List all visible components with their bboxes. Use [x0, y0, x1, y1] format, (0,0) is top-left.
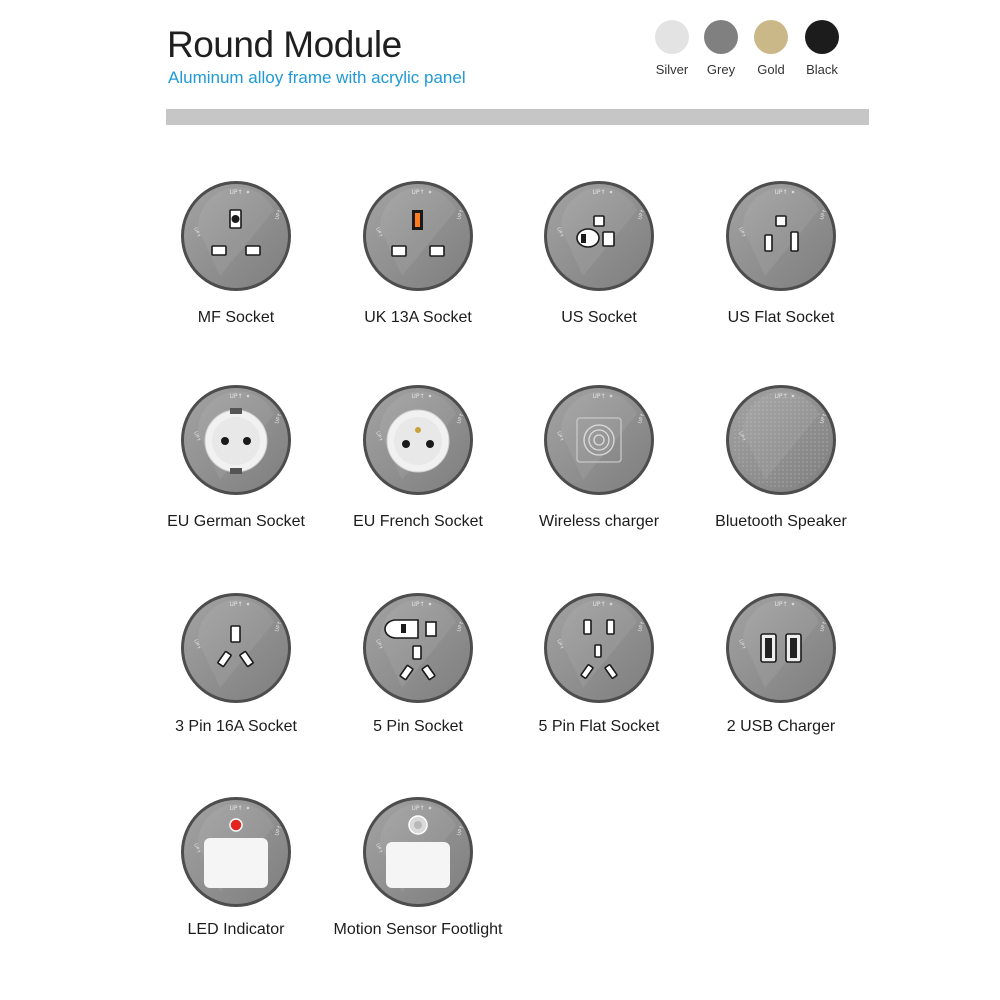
module-label: US Flat Socket — [727, 309, 835, 326]
module-label: 5 Pin Flat Socket — [538, 718, 660, 735]
finish-swatch-gold[interactable] — [754, 20, 788, 54]
finish-swatch-grey[interactable] — [704, 20, 738, 54]
svg-text:UP↑: UP↑ — [456, 620, 466, 633]
svg-text:UP↑: UP↑ — [637, 412, 647, 425]
svg-text:UP↑: UP↑ — [555, 638, 565, 651]
svg-text:UP↑: UP↑ — [274, 208, 284, 221]
svg-text:UP↑: UP↑ — [229, 393, 243, 400]
page-subtitle: Aluminum alloy frame with acrylic panel — [168, 68, 466, 87]
svg-text:UP↑: UP↑ — [637, 208, 647, 221]
svg-text:UP↑: UP↑ — [774, 601, 788, 608]
module-label: 2 USB Charger — [726, 718, 836, 735]
eu-german-socket-icon — [180, 384, 292, 496]
svg-text:UP↑: UP↑ — [592, 601, 606, 608]
svg-text:UP↑: UP↑ — [456, 824, 466, 837]
module-label: Motion Sensor Footlight — [333, 921, 503, 938]
module-label: UK 13A Socket — [364, 309, 472, 326]
three-pin-socket-icon — [180, 592, 292, 704]
module-label: 5 Pin Socket — [373, 718, 463, 735]
svg-text:UP↑: UP↑ — [774, 189, 788, 196]
finish-label-black: Black — [806, 62, 838, 77]
svg-text:UP↑: UP↑ — [411, 189, 425, 196]
module-label: EU German Socket — [167, 513, 305, 530]
svg-text:UP↑: UP↑ — [555, 226, 565, 239]
module-label: LED Indicator — [187, 921, 285, 938]
finish-swatch-silver[interactable] — [655, 20, 689, 54]
svg-text:UP↑: UP↑ — [192, 430, 202, 443]
led-indicator-icon — [180, 796, 292, 908]
bluetooth-speaker-icon — [725, 384, 837, 496]
svg-text:UP↑: UP↑ — [192, 226, 202, 239]
module-label: MF Socket — [197, 309, 275, 326]
eu-french-socket-icon — [362, 384, 474, 496]
module-label: Bluetooth Speaker — [715, 513, 847, 530]
uk-socket-icon — [362, 180, 474, 292]
five-pin-socket-icon — [362, 592, 474, 704]
svg-text:UP↑: UP↑ — [229, 189, 243, 196]
us-flat-socket-icon — [725, 180, 837, 292]
svg-text:UP↑: UP↑ — [192, 638, 202, 651]
module-label: US Socket — [561, 309, 637, 326]
svg-text:UP↑: UP↑ — [456, 208, 466, 221]
svg-text:UP↑: UP↑ — [411, 601, 425, 608]
finish-label-silver: Silver — [655, 62, 689, 77]
svg-text:UP↑: UP↑ — [229, 805, 243, 812]
svg-text:UP↑: UP↑ — [637, 620, 647, 633]
divider-bar — [166, 109, 869, 125]
finish-label-gold: Gold — [757, 62, 785, 77]
svg-text:UP↑: UP↑ — [737, 638, 747, 651]
motion-sensor-icon — [362, 796, 474, 908]
svg-text:UP↑: UP↑ — [374, 226, 384, 239]
svg-text:UP↑: UP↑ — [555, 430, 565, 443]
svg-text:UP↑: UP↑ — [374, 430, 384, 443]
svg-text:UP↑: UP↑ — [229, 601, 243, 608]
svg-text:UP↑: UP↑ — [592, 393, 606, 400]
finish-swatch-black[interactable] — [805, 20, 839, 54]
page-title: Round Module — [167, 24, 402, 65]
svg-text:UP↑: UP↑ — [274, 824, 284, 837]
svg-text:UP↑: UP↑ — [192, 842, 202, 855]
wireless-charger-icon — [543, 384, 655, 496]
five-pin-flat-socket-icon — [543, 592, 655, 704]
usb-charger-icon — [725, 592, 837, 704]
svg-text:UP↑: UP↑ — [819, 208, 829, 221]
svg-text:UP↑: UP↑ — [411, 393, 425, 400]
svg-text:UP↑: UP↑ — [374, 638, 384, 651]
svg-text:UP↑: UP↑ — [737, 226, 747, 239]
svg-text:UP↑: UP↑ — [274, 412, 284, 425]
svg-text:UP↑: UP↑ — [592, 189, 606, 196]
finish-label-grey: Grey — [706, 62, 736, 77]
module-label: Wireless charger — [538, 513, 660, 530]
svg-text:UP↑: UP↑ — [456, 412, 466, 425]
module-label: EU French Socket — [353, 513, 483, 530]
us-socket-icon — [543, 180, 655, 292]
svg-text:UP↑: UP↑ — [819, 620, 829, 633]
svg-text:UP↑: UP↑ — [274, 620, 284, 633]
module-label: 3 Pin 16A Socket — [175, 718, 297, 735]
svg-text:UP↑: UP↑ — [374, 842, 384, 855]
svg-text:UP↑: UP↑ — [411, 805, 425, 812]
mf-socket-icon — [180, 180, 292, 292]
